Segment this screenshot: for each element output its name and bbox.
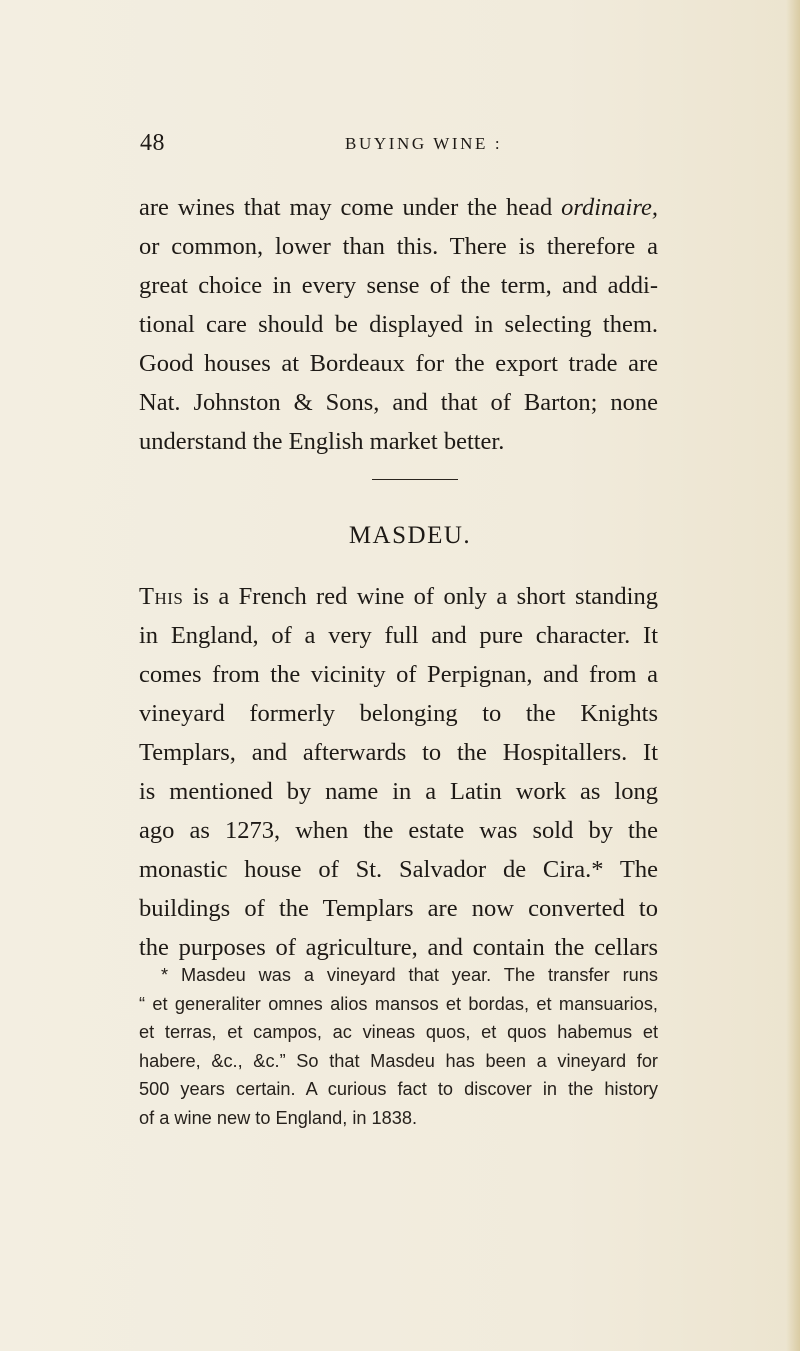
- text-line: or common, lower than this. There is therefore a: [139, 233, 658, 260]
- text-line: Templars, and afterwards to the Hospitallers. It: [139, 739, 658, 766]
- text-line: comes from the vicinity of Perpignan, and from a: [139, 661, 658, 688]
- section-heading: MASDEU.: [348, 522, 472, 549]
- text-line: is mentioned by name in a Latin work as long: [139, 778, 658, 805]
- text-line: understand the English market better.: [139, 428, 505, 455]
- footnote-line: “ et generaliter omnes alios mansos et bordas, et mansuarios,: [139, 993, 658, 1014]
- text-line: This is a French red wine of only a short standing: [139, 583, 658, 610]
- text-line: tional care should be displayed in selecting them.: [139, 311, 658, 338]
- opening-word: This: [139, 583, 184, 610]
- paragraph-continued: [139, 188, 658, 461]
- page-edge-shadow: [786, 0, 800, 1351]
- running-head: BUYING WINE :: [345, 134, 503, 153]
- footnote: [139, 961, 658, 1132]
- text-line: great choice in every sense of the term, and addi-: [139, 272, 658, 299]
- text-line: monastic house of St. Salvador de Cira.* The: [139, 856, 658, 883]
- footnote-line: 500 years certain. A curious fact to discover in the history: [139, 1079, 658, 1099]
- text-line: the purposes of agriculture, and contain the cellars: [139, 934, 658, 961]
- text-line: in England, of a very full and pure character. It: [139, 622, 658, 649]
- text-line: Good houses at Bordeaux for the export trade are: [139, 350, 658, 377]
- text-line: vineyard formerly belonging to the Knights: [139, 700, 658, 727]
- text-line: ago as 1273, when the estate was sold by the: [139, 817, 658, 844]
- page-header: [140, 130, 640, 170]
- page-number: 48: [140, 130, 165, 156]
- footnote-line: habere, &c., &c.” So that Masdeu has been a vineyard for: [139, 1050, 658, 1071]
- text-line: are wines that may come under the head ordinaire,: [139, 194, 658, 221]
- footnote-line: et terras, et campos, ac vineas quos, et quos habemus et: [139, 1022, 658, 1042]
- section-divider: [372, 479, 458, 480]
- footnote-line: * Masdeu was a vineyard that year. The transfer runs: [161, 965, 658, 985]
- italic-term: ordinaire,: [561, 194, 658, 221]
- text-line: Nat. Johnston & Sons, and that of Barton; none: [139, 389, 658, 416]
- paragraph-masdeu: [139, 577, 658, 967]
- footnote-line: of a wine new to England, in 1838.: [139, 1107, 418, 1128]
- text-line: buildings of the Templars are now converted to: [139, 895, 658, 922]
